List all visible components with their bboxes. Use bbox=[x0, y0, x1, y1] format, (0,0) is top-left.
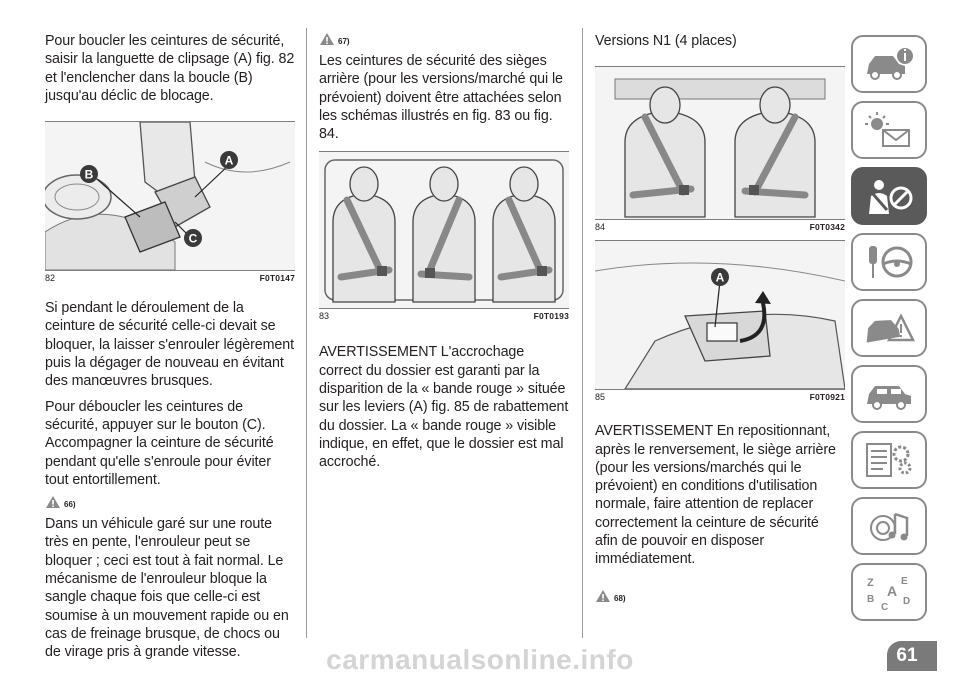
watermark: carmanualsonline.info bbox=[326, 644, 634, 675]
svg-text:E: E bbox=[901, 576, 908, 587]
seatbelt-airbag-icon bbox=[861, 176, 917, 216]
tab-lights-messages[interactable] bbox=[851, 101, 927, 159]
column-right bbox=[595, 0, 845, 603]
callout-b-badge bbox=[80, 165, 98, 183]
paragraph-retractor: Dans un véhicule garé sur une route très en pente, l'enrouleur peut se bloquer ; ceci est tout à fait normal. Le mécanisme de l'enrouleur bloque la sangle chaque fois que celle-ci est soumise à un mouvement rapide ou en cas de freinage brusque, de chocs ou de virage pris à grande vitesse. bbox=[45, 516, 289, 661]
figure-82-caption bbox=[45, 271, 295, 285]
figure-number: 83 bbox=[319, 311, 330, 322]
warning-triangle-icon bbox=[45, 495, 61, 509]
tab-starting-driving[interactable] bbox=[851, 233, 927, 291]
figure-number: 85 bbox=[595, 392, 606, 403]
three-seats-illustration bbox=[319, 152, 569, 308]
callout-a-badge bbox=[711, 268, 729, 286]
checklist-gears-icon bbox=[861, 440, 917, 480]
figure-82-buckle bbox=[45, 121, 295, 271]
svg-text:B: B bbox=[867, 594, 875, 605]
callout-b-label: B bbox=[84, 167, 94, 182]
paragraph-unbuckle: Pour déboucler les ceintures de sécurité, appuyer sur le bouton (C). Accompagner la ceinture de sécurité pendant qu'elle s'enroule pour éviter tout entortillement. bbox=[45, 398, 274, 488]
lights-message-icon bbox=[861, 110, 917, 150]
figure-84-caption bbox=[595, 220, 845, 234]
warning-reference bbox=[319, 28, 569, 46]
car-warning-icon bbox=[861, 308, 917, 348]
paragraph-backrest-warning: AVERTISSEMENT L'accrochage correct du dossier est garanti par la disparition de la « bande rouge » située sur les leviers (A) fig. 85 de rabattement du dossier. La « bande rouge » visible indique, en effet, que le dossier est mal accroché. bbox=[319, 344, 569, 471]
column-left bbox=[45, 0, 295, 662]
svg-text:A: A bbox=[887, 583, 898, 599]
paragraph-belt-lock: Si pendant le déroulement de la ceinture de sécurité celle-ci devait se bloquer, la laisser s'enrouler légèrement puis la dégager de nouveau en évitant des manœuvres brusques. bbox=[45, 300, 294, 390]
chapter-tabs bbox=[851, 35, 927, 629]
warning-triangle-icon bbox=[319, 32, 335, 46]
paragraph-rear-belts: Les ceintures de sécurité des sièges arrière (pour les versions/marché qui le prévoient) doivent être attachées selon les schémas illustrés en fig. 83 ou fig. 84. bbox=[319, 53, 563, 143]
tab-technical-data[interactable] bbox=[851, 431, 927, 489]
figure-code: F0T0147 bbox=[259, 273, 295, 284]
paragraph-buckle-instructions: Pour boucler les ceintures de sécurité, saisir la languette de clipsage (A) fig. 82 et l'enclencher dans la boucle (B) jusqu'au déclic de blocage. bbox=[45, 33, 295, 104]
warning-ref-number: 66) bbox=[64, 500, 76, 510]
tab-multimedia[interactable] bbox=[851, 497, 927, 555]
tab-index[interactable] bbox=[851, 563, 927, 621]
figure-number: 84 bbox=[595, 222, 606, 233]
car-service-icon bbox=[861, 374, 917, 414]
warning-ref-number: 68) bbox=[614, 593, 626, 603]
figure-83-rear-seats bbox=[319, 151, 569, 309]
figure-84-n1-seats bbox=[595, 66, 845, 220]
svg-text:D: D bbox=[903, 596, 911, 607]
column-divider bbox=[582, 28, 583, 638]
media-audio-icon bbox=[861, 506, 917, 546]
callout-a-label: A bbox=[224, 153, 234, 168]
two-seats-illustration bbox=[595, 67, 845, 219]
callout-c-label: C bbox=[188, 231, 198, 246]
figure-code: F0T0342 bbox=[809, 222, 845, 233]
callout-a-badge bbox=[220, 151, 238, 169]
column-divider bbox=[306, 28, 307, 638]
figure-number: 82 bbox=[45, 273, 56, 284]
warning-triangle-icon bbox=[595, 589, 611, 603]
paragraph-repositioning-warning: AVERTISSEMENT En repositionnant, après le renversement, le siège arrière (pour les versions/marchés qui le prévoient) en conditions d'utilisation normale, faire attention de replacer correctement la ceinture de sécurité afin de pouvoir en disposer immédiatement. bbox=[595, 423, 836, 568]
figure-83-caption bbox=[319, 309, 569, 323]
column-middle bbox=[319, 0, 569, 472]
figure-code: F0T0193 bbox=[533, 311, 569, 322]
svg-text:Z: Z bbox=[867, 577, 874, 589]
svg-text:C: C bbox=[881, 602, 889, 612]
warning-reference bbox=[45, 491, 295, 509]
section-heading-n1: Versions N1 (4 places) bbox=[595, 33, 737, 49]
tab-emergency[interactable] bbox=[851, 299, 927, 357]
backrest-lever-illustration bbox=[595, 241, 845, 389]
warning-reference bbox=[595, 585, 845, 603]
figure-code: F0T0921 bbox=[809, 392, 845, 403]
figure-85-caption bbox=[595, 390, 845, 404]
figure-85-lever bbox=[595, 240, 845, 390]
tab-car-info[interactable] bbox=[851, 35, 927, 93]
buckle-illustration bbox=[45, 122, 295, 270]
key-steering-icon bbox=[861, 242, 917, 282]
tab-maintenance[interactable] bbox=[851, 365, 927, 423]
warning-ref-number: 67) bbox=[338, 37, 350, 46]
car-info-icon bbox=[861, 44, 917, 84]
callout-c-badge bbox=[184, 229, 202, 247]
callout-a-label: A bbox=[715, 270, 725, 285]
page-number: 61 bbox=[887, 641, 937, 671]
alphabet-index-icon bbox=[861, 572, 917, 612]
tab-safety[interactable] bbox=[851, 167, 927, 225]
